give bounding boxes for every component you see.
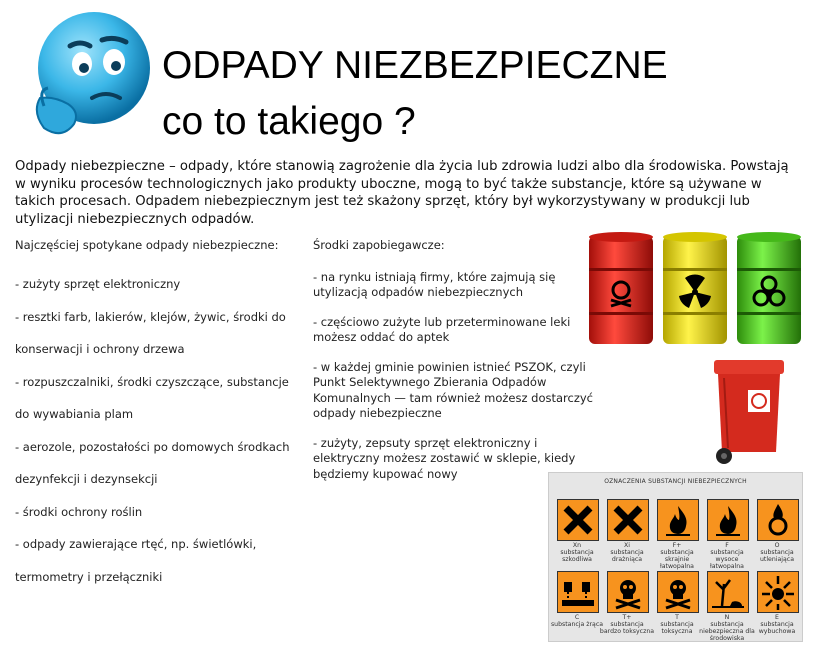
flame-icon <box>707 499 749 541</box>
hazard-label: O substancja utleniająca <box>759 542 794 563</box>
red-waste-bin-image <box>700 356 800 466</box>
hazard-label: F+ substancja skrajnie łatwopalna <box>660 542 694 570</box>
list-item: termometry i przełączniki <box>15 569 163 584</box>
cross-icon <box>607 499 649 541</box>
hazard-label: F substancja wysoce łatwopalna <box>710 542 744 570</box>
title-line-2: co to takiego ? <box>162 100 416 143</box>
page-title <box>162 38 668 150</box>
skull-icon <box>657 571 699 613</box>
explosion-icon <box>757 571 799 613</box>
skull-icon <box>607 571 649 613</box>
thinking-emoji-icon <box>10 6 150 146</box>
list-item: do wywabiania plam <box>15 407 134 421</box>
list-item: - rozpuszczalniki, środki czyszczące, substancje <box>15 374 289 389</box>
intro-paragraph: Odpady niebezpieczne – odpady, które stanowią zagrożenie dla życia lub zdrowia ludzi albo dla środowiska. Powstają w wyniku procesów technologicznych jako produkty uboczne, mogą to być także substancje, które są używane w takich procesach. Odpadem niebezpiecznym jest też skażony sprzęt, który był wykorzystywany w produkcji lub utylizacji niebezpiecznych odpadów. <box>15 159 789 227</box>
yellow-barrel-icon <box>663 232 727 344</box>
red-barrel-icon <box>589 232 653 344</box>
green-barrel-icon <box>737 232 801 344</box>
hazard-label: T substancja toksyczna <box>660 614 694 635</box>
hazard-chart-title: OZNACZENIA SUBSTANCJI NIEBEZPIECZNYCH <box>604 478 747 485</box>
corrosion-icon <box>557 571 599 613</box>
hazard-symbols-chart <box>548 472 803 642</box>
preventive-measures-list <box>313 238 593 496</box>
dead-tree-icon <box>707 571 749 613</box>
list-item: - zużyty, zepsuty sprzęt elektroniczny i elektryczny możesz zostawić w sklepie, kiedy będziemy kupować nowy <box>313 435 576 481</box>
list-item: - aerozole, pozostałości po domowych środkach <box>15 439 290 454</box>
list-item: - środki ochrony roślin <box>15 504 143 519</box>
hazard-label: C substancja żrąca <box>550 614 604 628</box>
preventive-measures-heading: Środki zapobiegawcze: <box>313 238 445 252</box>
list-item: dezynfekcji i dezynsekcji <box>15 472 158 486</box>
list-item: - resztki farb, lakierów, klejów, żywic, środki do <box>15 309 286 324</box>
hazard-label: Xi substancja drażniąca <box>610 542 644 563</box>
hazard-label: E substancja wybuchowa <box>758 614 796 635</box>
list-item: - w każdej gminie powinien istnieć PSZOK, czyli Punkt Selektywnego Zbierania Odpadów Komunalnych — tam również możesz dostarczyć odpady niebezpieczne <box>313 359 594 420</box>
hazard-label: Xn substancja szkodliwa <box>560 542 594 563</box>
flame-over-circle-icon <box>757 499 799 541</box>
common-waste-list <box>15 238 305 593</box>
hazard-label: N substancja niebezpieczna dla środowiska <box>699 614 755 642</box>
list-item: - na rynku istniają firmy, które zajmują się utylizacją odpadów niebezpiecznych <box>313 269 556 299</box>
hazard-label: T+ substancja bardzo toksyczna <box>599 614 655 635</box>
cross-icon <box>557 499 599 541</box>
title-line-1: ODPADY NIEZBEZPIECZNE <box>162 44 668 87</box>
list-item: - odpady zawierające rtęć, np. świetlówki, <box>15 537 257 551</box>
flame-icon <box>657 499 699 541</box>
list-item: konserwacji i ochrony drzewa <box>15 342 185 356</box>
list-item: - zużyty sprzęt elektroniczny <box>15 277 181 291</box>
hazard-barrels-image <box>585 228 810 348</box>
common-waste-heading: Najczęściej spotykane odpady niebezpieczne: <box>15 238 279 252</box>
list-item: - częściowo zużyte lub przeterminowane leki możesz oddać do aptek <box>313 314 571 344</box>
